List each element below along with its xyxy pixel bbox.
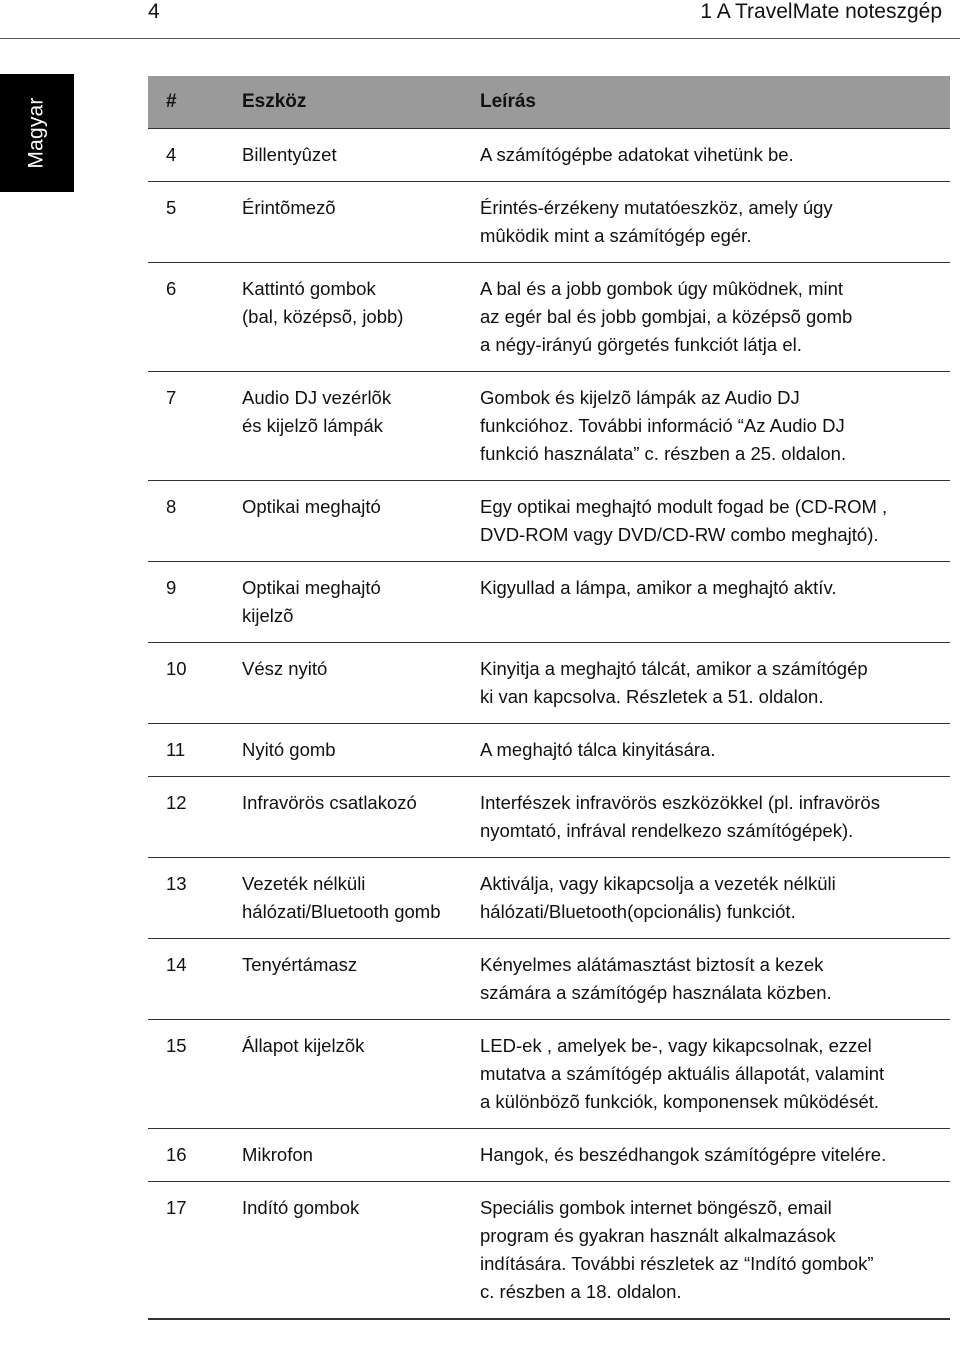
description-line: DVD-ROM vagy DVD/CD-RW combo meghajtó). — [480, 524, 879, 545]
row-number: 7 — [148, 372, 224, 481]
description-line: LED-ek , amelyek be-, vagy kikapcsolnak, ezzel — [480, 1035, 872, 1056]
language-tab-label: Magyar — [24, 97, 48, 169]
table-row — [148, 481, 950, 562]
table-row — [148, 1182, 950, 1320]
device-name-line: Vezeték nélküli — [242, 873, 366, 894]
description-line: funkcióhoz. További információ “Az Audio DJ — [480, 415, 845, 436]
header-description: Leírás — [468, 76, 950, 129]
description-line: Speciális gombok internet böngészõ, email — [480, 1197, 832, 1218]
row-number: 16 — [148, 1129, 224, 1182]
description-line: a különbözõ funkciók, komponensek mûködését. — [480, 1091, 880, 1112]
table-row — [148, 562, 950, 643]
description-line: indítására. További részletek az “Indító gombok” — [480, 1253, 874, 1274]
device-name — [224, 1020, 468, 1129]
device-name-line: Optikai meghajtó — [242, 577, 381, 598]
device-description — [468, 858, 950, 939]
device-name-line: hálózati/Bluetooth gomb — [242, 901, 441, 922]
device-name — [224, 643, 468, 724]
description-line: Interfészek infravörös eszközökkel (pl. infravörös — [480, 792, 880, 813]
row-number: 13 — [148, 858, 224, 939]
description-line: A bal és a jobb gombok úgy mûködnek, mint — [480, 278, 844, 299]
table-row — [148, 372, 950, 481]
description-line: c. részben a 18. oldalon. — [480, 1281, 682, 1302]
table-row — [148, 129, 950, 182]
device-name — [224, 724, 468, 777]
description-line: Aktiválja, vagy kikapcsolja a vezeték nélküli — [480, 873, 836, 894]
description-line: Kinyitja a meghajtó tálcát, amikor a számítógép — [480, 658, 868, 679]
table-header-row — [148, 76, 950, 129]
table-row — [148, 777, 950, 858]
header-number: # — [148, 76, 224, 129]
device-name-line: Optikai meghajtó — [242, 496, 381, 517]
description-line: számára a számítógép használata közben. — [480, 982, 832, 1003]
device-name-line: (bal, középsõ, jobb) — [242, 306, 404, 327]
description-line: mutatva a számítógép aktuális állapotát, valamint — [480, 1063, 885, 1084]
device-name-line: Tenyértámasz — [242, 954, 358, 975]
table-row — [148, 182, 950, 263]
device-description — [468, 724, 950, 777]
device-name-line: Audio DJ vezérlõk — [242, 387, 392, 408]
device-name — [224, 182, 468, 263]
description-line: ki van kapcsolva. Részletek a 51. oldalon. — [480, 686, 824, 707]
device-name-line: Nyitó gomb — [242, 739, 336, 760]
device-description — [468, 481, 950, 562]
row-number: 10 — [148, 643, 224, 724]
description-line: A meghajtó tálca kinyitására. — [480, 739, 716, 760]
device-description — [468, 129, 950, 182]
device-name — [224, 858, 468, 939]
page-number: 4 — [148, 0, 160, 23]
device-name-line: Mikrofon — [242, 1144, 313, 1165]
device-description — [468, 1182, 950, 1320]
table-row — [148, 724, 950, 777]
description-line: A számítógépbe adatokat vihetünk be. — [480, 144, 794, 165]
device-name — [224, 129, 468, 182]
device-name — [224, 372, 468, 481]
language-tab — [0, 74, 74, 192]
row-number: 5 — [148, 182, 224, 263]
header-rule — [0, 38, 960, 39]
description-line: a négy-irányú görgetés funkciót látja el. — [480, 334, 802, 355]
table-body — [148, 129, 950, 1320]
row-number: 8 — [148, 481, 224, 562]
table-row — [148, 1129, 950, 1182]
table-row — [148, 1020, 950, 1129]
table-row — [148, 939, 950, 1020]
description-line: Kigyullad a lámpa, amikor a meghajtó aktív. — [480, 577, 837, 598]
device-name-line: Billentyûzet — [242, 144, 337, 165]
device-description — [468, 643, 950, 724]
description-line: Kényelmes alátámasztást biztosít a kezek — [480, 954, 824, 975]
row-number: 11 — [148, 724, 224, 777]
description-line: funkció használata” c. részben a 25. oldalon. — [480, 443, 847, 464]
device-name-line: Vész nyitó — [242, 658, 328, 679]
device-name — [224, 1129, 468, 1182]
description-line: az egér bal és jobb gombjai, a középsõ gomb — [480, 306, 853, 327]
device-description — [468, 1129, 950, 1182]
row-number: 6 — [148, 263, 224, 372]
table-row — [148, 263, 950, 372]
device-name-line: Állapot kijelzõk — [242, 1035, 365, 1056]
row-number: 9 — [148, 562, 224, 643]
running-title: 1 A TravelMate noteszgép — [700, 0, 942, 23]
row-number: 12 — [148, 777, 224, 858]
row-number: 14 — [148, 939, 224, 1020]
description-line: hálózati/Bluetooth(opcionális) funkciót. — [480, 901, 796, 922]
device-name — [224, 939, 468, 1020]
device-description — [468, 1020, 950, 1129]
row-number: 17 — [148, 1182, 224, 1320]
table-row — [148, 643, 950, 724]
device-description — [468, 777, 950, 858]
description-line: Gombok és kijelzõ lámpák az Audio DJ — [480, 387, 800, 408]
description-line: Érintés-érzékeny mutatóeszköz, amely úgy — [480, 197, 833, 218]
device-description — [468, 372, 950, 481]
device-name-line: Érintõmezõ — [242, 197, 336, 218]
row-number: 4 — [148, 129, 224, 182]
description-line: Hangok, és beszédhangok számítógépre vitelére. — [480, 1144, 887, 1165]
description-line: Egy optikai meghajtó modult fogad be (CD-ROM , — [480, 496, 888, 517]
table-row — [148, 858, 950, 939]
device-name — [224, 562, 468, 643]
description-line: nyomtató, infrával rendelkezo számítógépek). — [480, 820, 854, 841]
device-description — [468, 182, 950, 263]
device-description — [468, 562, 950, 643]
device-description — [468, 263, 950, 372]
row-number: 15 — [148, 1020, 224, 1129]
device-name — [224, 1182, 468, 1320]
device-table — [148, 76, 950, 1320]
device-name — [224, 481, 468, 562]
description-line: program és gyakran használt alkalmazások — [480, 1225, 836, 1246]
device-name-line: Indító gombok — [242, 1197, 360, 1218]
device-description — [468, 939, 950, 1020]
description-line: mûködik mint a számítógép egér. — [480, 225, 752, 246]
header-device: Eszköz — [224, 76, 468, 129]
device-name-line: kijelzõ — [242, 605, 294, 626]
device-name-line: Infravörös csatlakozó — [242, 792, 417, 813]
device-name-line: és kijelzõ lámpák — [242, 415, 383, 436]
device-name-line: Kattintó gombok — [242, 278, 376, 299]
device-name — [224, 263, 468, 372]
device-name — [224, 777, 468, 858]
